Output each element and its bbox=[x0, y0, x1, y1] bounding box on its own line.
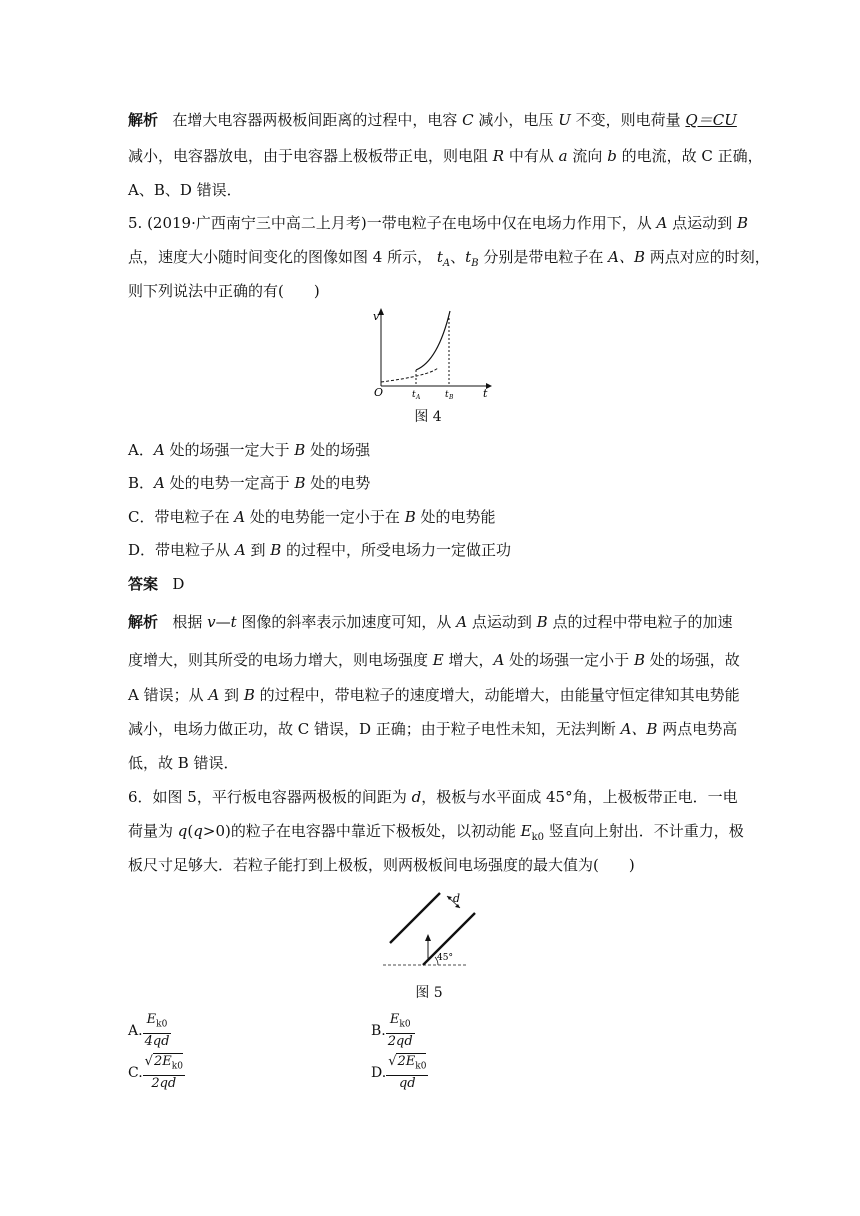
text: 点，速度大小随时间变化的图像如图 4 所示， bbox=[128, 248, 433, 266]
var-E: E bbox=[520, 822, 532, 840]
var-E: E bbox=[432, 651, 444, 669]
var-A: A bbox=[208, 686, 220, 704]
analysis-label: 解析 bbox=[128, 111, 159, 129]
den: 2qd bbox=[387, 1033, 413, 1049]
q6-option-B bbox=[371, 1012, 415, 1050]
option-label: A. bbox=[128, 1022, 143, 1039]
text: ，极板与水平面成 45°角，上极板带正电．一电 bbox=[421, 788, 738, 806]
figure-5-caption: 图 5 bbox=[415, 985, 443, 1001]
text: 的过程中，所受电场力一定做正功 bbox=[286, 541, 512, 559]
text: B． bbox=[128, 474, 155, 492]
den: 4qd bbox=[144, 1033, 170, 1049]
var: A bbox=[153, 441, 165, 459]
text: 中有从 bbox=[508, 147, 554, 165]
analysis4-line3: A、B、D 错误． bbox=[128, 181, 242, 199]
var-a: a bbox=[558, 147, 568, 165]
answer-label: 答案 bbox=[128, 575, 159, 593]
angle-label: 45° bbox=[437, 953, 453, 963]
q5-option-D bbox=[128, 540, 738, 560]
analysis5-line4 bbox=[128, 719, 738, 739]
text: 流向 bbox=[572, 147, 603, 165]
analysis-label: 解析 bbox=[128, 613, 159, 631]
var-q: q bbox=[177, 822, 188, 840]
tick-tA-sub: A bbox=[416, 394, 421, 401]
sub: k0 bbox=[156, 1019, 168, 1030]
distance-d-label: d bbox=[453, 892, 461, 905]
text: 点运动到 bbox=[471, 613, 532, 631]
sub-A: A bbox=[442, 258, 451, 269]
text: 到 bbox=[250, 541, 266, 559]
text: 度增大，则其所受的电场力增大，则电场强度 bbox=[128, 651, 429, 669]
analysis5-line1 bbox=[128, 612, 738, 632]
var-B: B bbox=[736, 214, 748, 232]
origin-label: O bbox=[374, 386, 384, 399]
q5-line3: 则下列说法中正确的有( ) bbox=[128, 282, 320, 300]
text: 根据 bbox=[172, 613, 203, 631]
q5-answer bbox=[128, 574, 738, 594]
sqrt-icon: √ bbox=[388, 1054, 397, 1069]
var-d: d bbox=[411, 788, 422, 806]
tick-tB-sub: B bbox=[449, 394, 454, 401]
option-label: B. bbox=[371, 1022, 386, 1039]
tick-tA: t bbox=[412, 390, 416, 400]
analysis5-line2 bbox=[128, 650, 738, 670]
var-tA: t bbox=[436, 248, 443, 266]
var-v: v bbox=[207, 613, 216, 631]
num: 2E bbox=[153, 1054, 172, 1069]
text: 图像的斜率表示加速度可知，从 bbox=[241, 613, 452, 631]
text: ( bbox=[187, 822, 194, 840]
text: 6．如图 5，平行板电容器两极板的间距为 bbox=[128, 788, 407, 806]
var-B: B bbox=[633, 651, 645, 669]
sub-k0: k0 bbox=[531, 832, 544, 843]
text: 减小，电压 bbox=[478, 111, 554, 129]
analysis5-line5: 低，故 B 错误． bbox=[128, 754, 239, 772]
sub: k0 bbox=[415, 1061, 427, 1072]
var-AB: A、B bbox=[608, 248, 645, 266]
text: 点的过程中带电粒子的加速 bbox=[552, 613, 733, 631]
var-A: A bbox=[656, 214, 668, 232]
text: 、 bbox=[450, 248, 466, 266]
q6-option-C bbox=[128, 1054, 185, 1092]
text: A． bbox=[128, 441, 154, 459]
sub: k0 bbox=[399, 1019, 411, 1030]
analysis4-line1 bbox=[128, 110, 738, 130]
den: qd bbox=[398, 1075, 416, 1091]
text: 处的场强一定小于 bbox=[509, 651, 630, 669]
q5-line2 bbox=[128, 247, 770, 274]
var-B: B bbox=[243, 686, 255, 704]
num: E bbox=[146, 1012, 157, 1027]
sqrt-icon: √ bbox=[144, 1054, 153, 1069]
den: 2qd bbox=[151, 1075, 177, 1091]
var-A: A bbox=[493, 651, 505, 669]
q6-line3: 板尺寸足够大．若粒子能打到上极板，则两极板间电场强度的最大值为( ) bbox=[128, 856, 635, 874]
text: 5. (2019·广西南宁三中高二上月考)一带电粒子在电场中仅在电场力作用下，从 bbox=[128, 214, 652, 232]
text: 处的电势能 bbox=[420, 508, 496, 526]
axis-t-label: t bbox=[483, 387, 488, 400]
text: 处的电势能一定小于在 bbox=[249, 508, 400, 526]
text: 不变，则电荷量 bbox=[575, 111, 681, 129]
text: 两点电势高 bbox=[662, 720, 738, 738]
num: E bbox=[389, 1012, 400, 1027]
q5-option-A bbox=[128, 440, 738, 460]
text: 增大， bbox=[448, 651, 494, 669]
var-R: R bbox=[492, 147, 505, 165]
var-q: q bbox=[193, 822, 203, 840]
figure-5-capacitor bbox=[380, 888, 480, 970]
var-t: t bbox=[230, 613, 237, 631]
text: 两点对应的时刻， bbox=[649, 248, 770, 266]
q6-line1 bbox=[128, 787, 738, 807]
num: 2E bbox=[397, 1054, 416, 1069]
tick-tB: t bbox=[445, 390, 449, 400]
option-label: C. bbox=[128, 1064, 143, 1081]
var: A bbox=[234, 541, 246, 559]
dash: — bbox=[215, 613, 231, 631]
var: B bbox=[294, 441, 306, 459]
text: D．带电粒子从 bbox=[128, 541, 231, 559]
figure-4-vt-graph bbox=[368, 306, 498, 401]
var: B bbox=[404, 508, 416, 526]
var: A bbox=[234, 508, 246, 526]
text: 荷量为 bbox=[128, 822, 174, 840]
text: 处的电势 bbox=[310, 474, 371, 492]
text: 点运动到 bbox=[672, 214, 733, 232]
q5-option-B bbox=[128, 473, 738, 493]
text: 处的电势一定高于 bbox=[169, 474, 290, 492]
text: 分别是带电粒子在 bbox=[483, 248, 604, 266]
text: 到 bbox=[224, 686, 240, 704]
var: A bbox=[154, 474, 165, 492]
answer-value: D bbox=[172, 575, 185, 593]
var-b: b bbox=[607, 147, 617, 165]
var-tB: t bbox=[465, 248, 472, 266]
text: C．带电粒子在 bbox=[128, 508, 230, 526]
var: B bbox=[270, 541, 282, 559]
text: 在增大电容器两极板间距离的过程中，电容 bbox=[172, 111, 458, 129]
var: B bbox=[294, 474, 306, 492]
text: 处的场强，故 bbox=[649, 651, 740, 669]
q5-line1 bbox=[128, 213, 748, 233]
option-label: D. bbox=[371, 1064, 387, 1081]
var-AB: A、B bbox=[620, 720, 658, 738]
q6-option-D bbox=[371, 1054, 428, 1092]
var-U: U bbox=[558, 111, 571, 129]
text: 处的场强 bbox=[310, 441, 371, 459]
text: 竖直向上射出．不计重力，极 bbox=[548, 822, 744, 840]
text: >0)的粒子在电容器中靠近下极板处，以初动能 bbox=[202, 822, 516, 840]
axis-v-label: v bbox=[373, 310, 380, 323]
var-B: B bbox=[536, 613, 548, 631]
text: 的过程中，带电粒子的速度增大，动能增大，由能量守恒定律知其电势能 bbox=[259, 686, 740, 704]
text: 减小，电场力做正功，故 C 错误，D 正确；由于粒子电性未知，无法判断 bbox=[128, 720, 616, 738]
var-A: A bbox=[456, 613, 468, 631]
analysis4-line2 bbox=[128, 146, 763, 166]
sub-B: B bbox=[471, 258, 479, 269]
text: 减小，电容器放电，由于电容器上极板带正电，则电阻 bbox=[128, 147, 489, 165]
q6-line2 bbox=[128, 821, 744, 848]
text: 的电流，故 C 正确， bbox=[621, 147, 763, 165]
figure-4-caption: 图 4 bbox=[414, 409, 442, 425]
var-C: C bbox=[462, 111, 474, 129]
q5-option-C bbox=[128, 507, 738, 527]
formula-QCU: Q＝CU bbox=[685, 111, 737, 129]
analysis5-line3 bbox=[128, 685, 738, 705]
sub: k0 bbox=[171, 1061, 183, 1072]
q6-option-A bbox=[128, 1012, 171, 1050]
text: 处的场强一定大于 bbox=[169, 441, 290, 459]
text: A 错误；从 bbox=[128, 686, 204, 704]
